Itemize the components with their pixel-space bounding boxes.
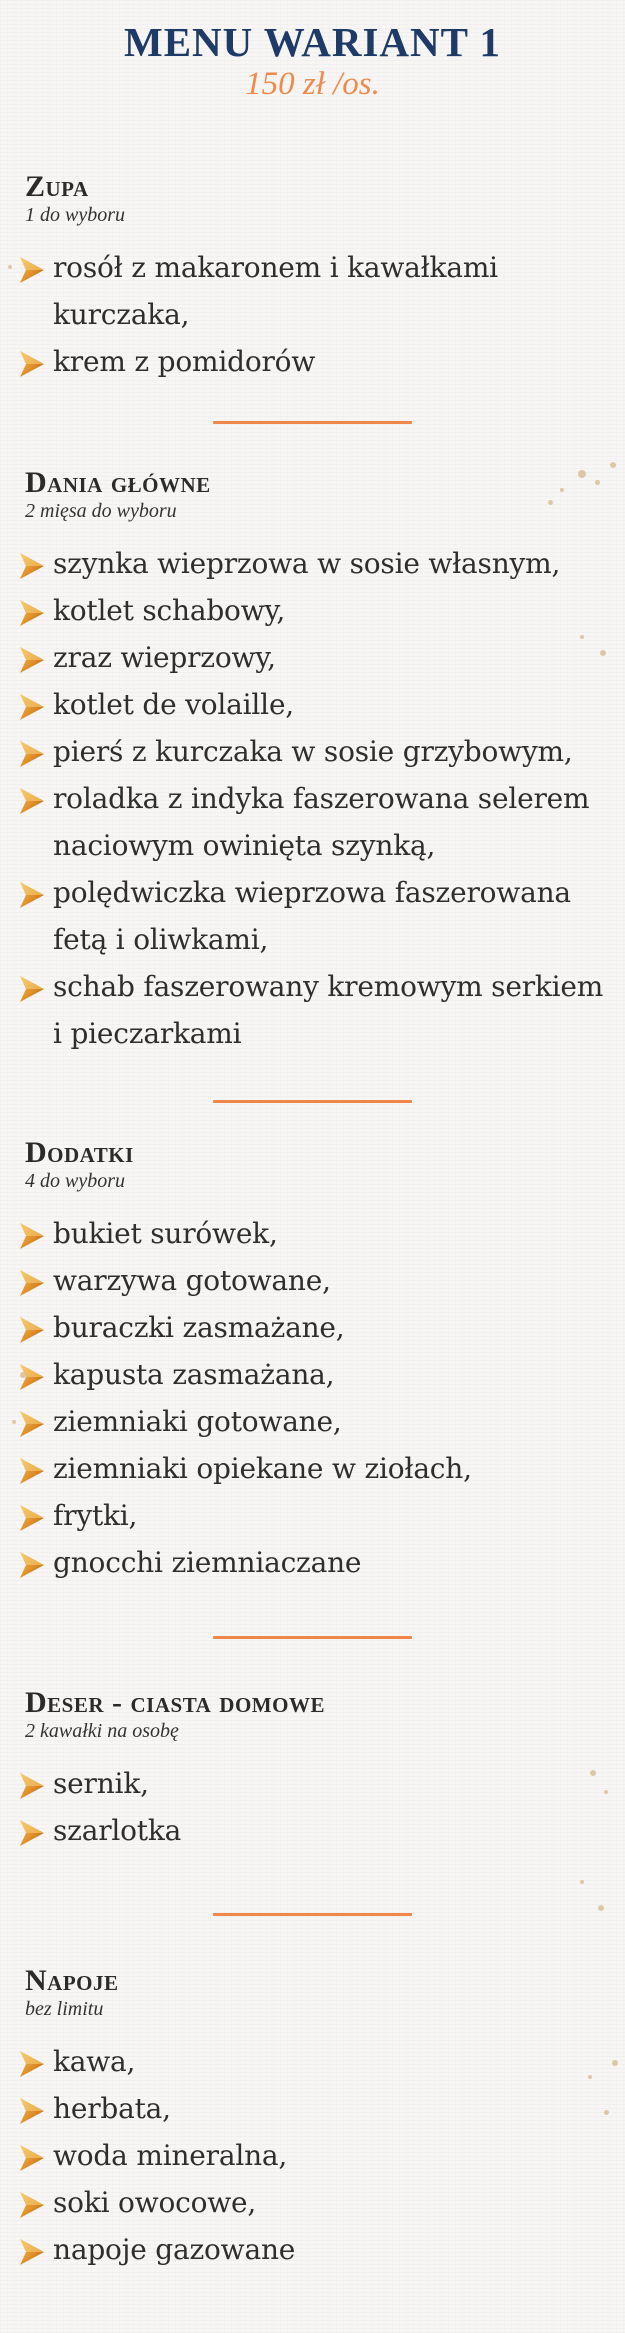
section-dodatki (25, 1136, 610, 1586)
triangle-arrow-icon (18, 1362, 46, 1392)
triangle-arrow-icon (18, 1315, 46, 1345)
list-item: zraz wieprzowy, (25, 634, 610, 681)
list-item: kawa, (25, 2038, 610, 2085)
triangle-arrow-icon (18, 1771, 46, 1801)
list-item: roladka z indyka faszerowana selerem naciowym owinięta szynką, (25, 775, 610, 869)
list-item: kapusta zasmażana, (25, 1351, 610, 1398)
list-item: kotlet de volaille, (25, 681, 610, 728)
list-item: buraczki zasmażane, (25, 1304, 610, 1351)
triangle-arrow-icon (18, 692, 46, 722)
triangle-arrow-icon (18, 349, 46, 379)
list-item: frytki, (25, 1492, 610, 1539)
triangle-arrow-icon (18, 2049, 46, 2079)
list-item: rosół z makaronem i kawałkami kurczaka, (25, 244, 610, 338)
section-divider (213, 1913, 412, 1916)
section-title: Zupa (25, 170, 89, 203)
list-item: napoje gazowane (25, 2226, 610, 2273)
list-item: soki owocowe, (25, 2179, 610, 2226)
triangle-arrow-icon (18, 1409, 46, 1439)
triangle-arrow-icon (18, 1456, 46, 1486)
section-deser (25, 1686, 610, 1854)
section-subtitle: 1 do wyboru (25, 204, 125, 226)
list-item: szarlotka (25, 1807, 610, 1854)
list-item: polędwiczka wieprzowa faszerowana fetą i oliwkami, (25, 869, 610, 963)
menu-price: 150 zł /os. (245, 66, 380, 102)
section-title: Dania główne (25, 466, 211, 499)
triangle-arrow-icon (18, 2143, 46, 2173)
triangle-arrow-icon (18, 1503, 46, 1533)
triangle-arrow-icon (18, 786, 46, 816)
list-item: krem z pomidorów (25, 338, 610, 385)
triangle-arrow-icon (18, 2096, 46, 2126)
section-subtitle: bez limitu (25, 1998, 104, 2020)
list-item: warzywa gotowane, (25, 1257, 610, 1304)
section-title: Napoje (25, 1964, 119, 1997)
triangle-arrow-icon (18, 255, 46, 285)
section-title: Deser - ciasta domowe (25, 1686, 325, 1719)
list-item: pierś z kurczaka w sosie grzybowym, (25, 728, 610, 775)
list-item: herbata, (25, 2085, 610, 2132)
section-divider (213, 1636, 412, 1639)
triangle-arrow-icon (18, 645, 46, 675)
list-item: ziemniaki opiekane w ziołach, (25, 1445, 610, 1492)
section-title: Dodatki (25, 1136, 134, 1169)
menu-header (0, 18, 625, 102)
list-item: kotlet schabowy, (25, 587, 610, 634)
triangle-arrow-icon (18, 598, 46, 628)
list-item: ziemniaki gotowane, (25, 1398, 610, 1445)
list-item: woda mineralna, (25, 2132, 610, 2179)
list-item: gnocchi ziemniaczane (25, 1539, 610, 1586)
triangle-arrow-icon (18, 880, 46, 910)
triangle-arrow-icon (18, 2237, 46, 2267)
section-subtitle: 2 mięsa do wyboru (25, 500, 177, 522)
triangle-arrow-icon (18, 1268, 46, 1298)
triangle-arrow-icon (18, 1818, 46, 1848)
triangle-arrow-icon (18, 2190, 46, 2220)
list-item: bukiet surówek, (25, 1210, 610, 1257)
section-dania-glowne (25, 466, 610, 1057)
section-subtitle: 2 kawałki na osobę (25, 1720, 179, 1742)
list-item: schab faszerowany kremowym serkiem i pieczarkami (25, 963, 610, 1057)
list-item: szynka wieprzowa w sosie własnym, (25, 540, 610, 587)
triangle-arrow-icon (18, 974, 46, 1004)
section-napoje (25, 1964, 610, 2273)
section-subtitle: 4 do wyboru (25, 1170, 125, 1192)
triangle-arrow-icon (18, 551, 46, 581)
section-divider (213, 421, 412, 424)
list-item: sernik, (25, 1760, 610, 1807)
triangle-arrow-icon (18, 739, 46, 769)
triangle-arrow-icon (18, 1550, 46, 1580)
section-zupa (25, 170, 610, 385)
menu-title: MENU WARIANT 1 (124, 19, 501, 65)
section-divider (213, 1100, 412, 1103)
triangle-arrow-icon (18, 1221, 46, 1251)
